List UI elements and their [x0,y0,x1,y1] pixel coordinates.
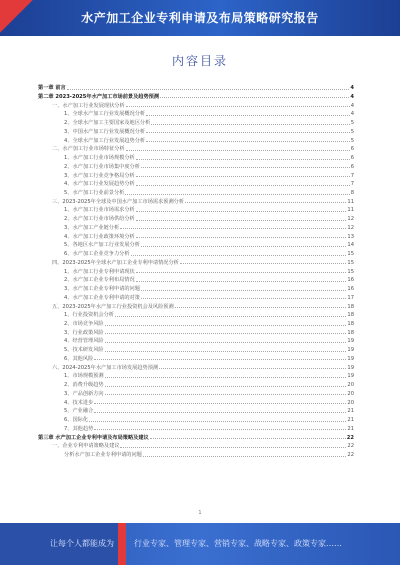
toc-entry-page: 7 [350,172,354,179]
toc-entry[interactable] [38,302,354,309]
toc-entry-page: 12 [347,224,354,231]
toc-entry-title: 1、行业投资机会分析 [64,312,114,319]
toc-entry-title: 6、水产加工企业竞争力分析 [64,251,130,258]
toc-entry-page: 18 [347,329,354,336]
toc-entry-page: 4 [350,102,354,109]
toc-leader-dots [136,158,350,160]
toc-entry-title: 1、全球水产加工行业发展概况分析 [64,111,146,118]
toc-heading: 内容目录 [171,54,228,68]
toc-entry-page: 14 [347,242,354,249]
toc-entry[interactable] [38,425,354,432]
toc-entry-page: 19 [347,347,354,354]
toc-entry[interactable] [38,355,354,362]
toc-entry-page: 22 [346,434,354,441]
toc-entry-title: 四、2023-2025年全球水产加工企业专利申请情况分析 [52,259,179,266]
toc-entry-page: 4 [350,111,354,118]
toc-entry-page: 6 [350,155,354,162]
toc-entry-page: 15 [347,268,354,275]
toc-leader-dots [136,184,350,186]
toc-entry-page: 22 [347,443,354,450]
toc-entry-title: 2、水产加工行业市场集中度分析 [64,163,140,170]
toc-leader-dots [136,271,347,273]
toc-entry[interactable] [38,206,354,213]
toc-entry-page: 18 [347,303,354,310]
footer-red-divider [118,523,126,565]
toc-entry-title: 2、消费升级趋势 [64,382,104,389]
toc-entry[interactable] [38,398,354,405]
toc-entry[interactable] [38,163,354,170]
toc-entry-page: 17 [347,294,354,301]
toc-entry[interactable] [38,381,354,388]
toc-entry-title: 第一章 前言 [38,85,66,92]
toc-entry[interactable] [38,372,354,379]
toc-leader-dots [94,358,346,360]
toc-leader-dots [120,227,346,229]
toc-entry[interactable] [38,416,354,423]
toc-leader-dots [159,367,346,369]
toc-entry-page: 20 [347,390,354,397]
toc-entry-page: 19 [347,373,354,380]
toc-entry[interactable] [38,346,354,353]
toc-entry[interactable] [38,442,354,449]
toc-leader-dots [105,385,347,387]
toc-entry-page: 6 [350,146,354,153]
toc-leader-dots [141,166,350,168]
toc-entry-page: 12 [347,216,354,223]
toc-entry-page: 5 [350,120,354,127]
toc-entry[interactable] [38,145,354,152]
toc-entry-page: 13 [347,233,354,240]
toc-leader-dots [141,297,346,299]
toc-leader-dots [151,123,349,125]
toc-entry[interactable] [38,276,354,283]
toc-entry-title: 3、水产加工企业专利申请的问题 [64,286,140,293]
toc-leader-dots [105,376,347,378]
toc-entry-title: 7、其他趋势 [64,425,94,432]
toc-entry[interactable] [38,110,354,117]
toc-entry-title: 1、市场规模预测 [64,373,104,380]
toc-entry-page: 21 [347,408,354,415]
toc-entry-title: 4、水产加工行业政策环境分析 [64,233,135,240]
toc-entry-page: 7 [350,181,354,188]
toc-entry-page: 20 [347,399,354,406]
toc-entry[interactable] [38,119,354,126]
toc-entry-page: 5 [350,128,354,135]
toc-leader-dots [146,140,350,142]
toc-entry-title: 4、全球水产加工行业发展趋势分析 [64,137,146,144]
toc-entry-page: 21 [347,425,354,432]
toc-entry[interactable] [38,329,354,336]
toc-entry-title: 1、水产加工行业市场需求分析 [64,207,135,214]
toc-entry-title: 一、水产加工行业发展现状分析 [52,102,125,109]
page-number: 1 [198,510,202,516]
toc-entry[interactable] [38,451,354,458]
toc-entry-title: 4、技术进步 [64,399,94,406]
toc-entry[interactable] [38,232,354,239]
toc-entry[interactable] [38,311,354,318]
toc-entry-title: 5、产业融合 [64,408,94,415]
toc-entry-page: 5 [350,137,354,144]
toc-entry[interactable] [38,215,354,222]
toc-entry[interactable] [38,407,354,414]
toc-leader-dots [94,411,346,413]
toc-entry[interactable] [38,267,354,274]
toc-entry-title: 分析水产加工企业专利申请的问题 [64,452,142,459]
toc-entry-page: 11 [347,207,354,214]
toc-entry-title: 五、2023-2025年水产加工行业投资机会及风险预测 [52,303,174,310]
toc-entry[interactable] [38,84,354,91]
toc-entry[interactable] [38,259,354,266]
toc-entry-page: 18 [347,312,354,319]
toc-entry[interactable] [38,136,354,143]
toc-entry-title: 5、技术研发风险 [64,347,104,354]
toc-leader-dots [115,315,346,317]
toc-entry[interactable] [38,285,354,292]
toc-entry-title: 5、各地区水产加工行业发展分析 [64,242,140,249]
toc-leader-dots [136,175,350,177]
toc-entry-page: 18 [347,321,354,328]
toc-leader-dots [136,210,347,212]
toc-entry-title: 3、水产加工产业链分析 [64,224,120,231]
toc-entry[interactable] [38,241,354,248]
toc-leader-dots [126,105,350,107]
toc-leader-dots [185,201,346,203]
toc-entry-title: 4、水产加工行业发展趋势分析 [64,181,135,188]
toc-leader-dots [94,402,346,404]
toc-leader-dots [136,280,347,282]
footer-bar [0,523,400,565]
toc-entry[interactable] [38,337,354,344]
toc-entry[interactable] [38,224,354,231]
toc-entry-title: 3、行业政策风险 [64,329,104,336]
toc-leader-dots [146,131,350,133]
footer-slogan: 让每个人都能成为 [50,539,114,548]
toc-entry-page: 19 [347,355,354,362]
toc-entry[interactable] [38,364,354,371]
footer-tagline: 行业专家、管理专家、营销专家、战略专家、政策专家…… [134,539,342,548]
toc-entry-title: 3、中国水产加工行业发展概况分析 [64,128,146,135]
toc-entry[interactable] [38,433,354,440]
toc-leader-dots [89,420,346,422]
toc-entry-page: 15 [347,259,354,266]
table-of-contents [38,84,354,504]
toc-leader-dots [136,236,347,238]
toc-entry-title: 第三章 水产加工企业专利申请及布局策略及建议 [38,434,149,441]
toc-entry-title: 2、市场竞争风险 [64,321,104,328]
toc-leader-dots [150,437,346,439]
report-header-bar [0,0,400,36]
toc-entry-title: 4、水产加工企业专利申请的对策 [64,294,140,301]
toc-leader-dots [175,306,347,308]
toc-leader-dots [105,324,347,326]
toc-leader-dots [105,350,347,352]
toc-leader-dots [67,88,350,90]
toc-entry[interactable] [38,390,354,397]
toc-entry[interactable] [38,171,354,178]
toc-entry-title: 2、水产加工行业市场供给分析 [64,216,135,223]
toc-entry-title: 六、2024-2025年水产加工市场发展趋势预测 [52,364,159,371]
toc-entry[interactable] [38,128,354,135]
toc-entry-page: 8 [350,190,354,196]
toc-entry-title: 2、全球水产加工主要国家及地区分析 [64,120,151,127]
toc-entry-page: 16 [347,277,354,284]
toc-leader-dots [146,114,350,116]
toc-entry-title: 5、水产加工行业前景分析 [64,190,125,196]
toc-entry[interactable] [38,93,354,100]
toc-entry-page: 19 [347,364,354,371]
toc-entry[interactable] [38,101,354,108]
toc-leader-dots [136,219,347,221]
toc-entry-title: 三、2023-2025年全球及中国水产加工市场需求预测分析 [52,198,185,205]
toc-entry-page: 15 [347,251,354,258]
toc-entry[interactable] [38,294,354,301]
toc-leader-dots [141,289,346,291]
toc-leader-dots [105,341,347,343]
toc-leader-dots [180,262,347,264]
toc-leader-dots [120,446,346,448]
toc-entry-title: 第二章 2023-2025年水产加工市场前景及趋势预测 [38,93,160,100]
toc-leader-dots [94,428,346,430]
toc-entry-page: 11 [347,198,354,205]
toc-entry[interactable] [38,189,354,196]
toc-leader-dots [105,393,347,395]
toc-entry-page: 16 [347,286,354,293]
toc-entry-title: 1、水产加工行业专利申请现状 [64,268,135,275]
toc-leader-dots [125,193,349,195]
toc-entry[interactable] [38,180,354,187]
toc-entry-page: 21 [347,417,354,424]
toc-entry-title: 3、水产加工行业竞争格局分析 [64,172,135,179]
toc-entry-title: 6、国际化 [64,417,89,424]
toc-entry[interactable] [38,154,354,161]
toc-entry-page: 20 [347,382,354,389]
toc-entry-title: 6、其他风险 [64,355,94,362]
toc-entry-title: 一、企业专利申请策略及建议 [52,443,120,450]
toc-entry[interactable] [38,320,354,327]
toc-entry-page: 19 [347,338,354,345]
toc-entry-page: 6 [350,163,354,170]
report-title: 水产加工企业专利申请及布局策略研究报告 [81,11,319,25]
toc-entry-title: 4、经营管理风险 [64,338,104,345]
toc-entry-page: 4 [350,93,354,100]
toc-entry-title: 1、水产加工行业市场规模分析 [64,155,135,162]
toc-entry[interactable] [38,198,354,205]
toc-leader-dots [160,96,349,98]
toc-leader-dots [141,245,346,247]
toc-leader-dots [105,332,347,334]
toc-entry-page: 4 [350,85,354,92]
toc-leader-dots [143,455,347,457]
toc-entry-title: 二、水产加工行业市场特征分析 [52,146,125,153]
toc-leader-dots [126,149,350,151]
toc-entry[interactable] [38,250,354,257]
toc-entry-title: 2、水产加工企业专利布局情况 [64,277,135,284]
toc-entry-page: 22 [347,452,354,459]
toc-entry-title: 3、产品创新方向 [64,390,104,397]
toc-leader-dots [131,254,347,256]
